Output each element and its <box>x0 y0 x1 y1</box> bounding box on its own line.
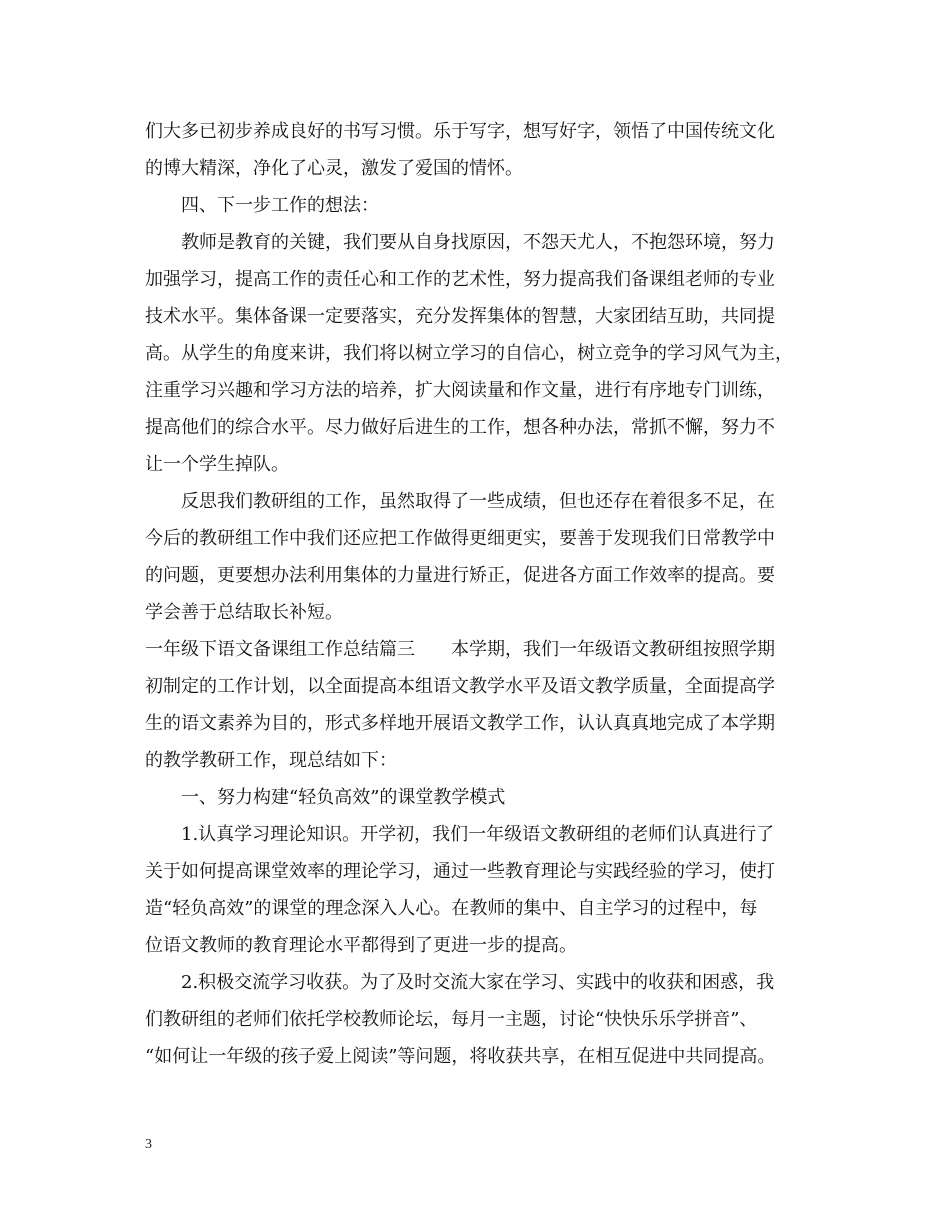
page-number: 3 <box>145 1137 152 1152</box>
text-line: 今后的教研组工作中我们还应把工作做得更细更实，要善于发现我们日常教学中 <box>145 528 775 549</box>
article-title-line: 一年级下语文备课组工作总结篇三 本学期，我们一年级语文教研组按照学期 <box>145 639 775 660</box>
text-line: 们教研组的老师们依托学校教师论坛，每月一主题，讨论“快快乐乐学拼音”、 <box>145 1009 758 1030</box>
text-line: 造“轻负高效”的课堂的理念深入人心。在教师的集中、自主学习的过程中，每 <box>145 898 758 919</box>
text-line: 注重学习兴趣和学习方法的培养，扩大阅读量和作文量，进行有序地专门训练， <box>145 380 775 401</box>
text-line: 加强学习，提高工作的责任心和工作的艺术性，努力提高我们备课组老师的专业 <box>145 269 775 290</box>
text-line: 让一个学生掉队。 <box>145 454 289 475</box>
text-line: 初制定的工作计划，以全面提高本组语文教学水平及语文教学质量，全面提高学 <box>145 676 775 697</box>
text-line: 反思我们教研组的工作，虽然取得了一些成绩，但也还存在着很多不足，在 <box>181 491 775 512</box>
text-line: 关于如何提高课堂效率的理论学习，通过一些教育理论与实践经验的学习，使打 <box>145 861 775 882</box>
text-line: 教师是教育的关键，我们要从自身找原因，不怨天尤人，不抱怨环境，努力 <box>181 232 775 253</box>
text-line: 的教学教研工作，现总结如下： <box>145 750 397 771</box>
text-line: 2.积极交流学习收获。为了及时交流大家在学习、实践中的收获和困惑，我 <box>181 972 775 993</box>
text-line: “如何让一年级的孩子爱上阅读”等问题，将收获共享，在相互促进中共同提高。 <box>145 1046 776 1067</box>
text-line: 的问题，更要想办法利用集体的力量进行矫正，促进各方面工作效率的提高。要 <box>145 565 775 586</box>
text-line: 提高他们的综合水平。尽力做好后进生的工作，想各种办法，常抓不懈，努力不 <box>145 417 775 438</box>
text-line: 高。从学生的角度来讲，我们将以树立学习的自信心，树立竞争的学习风气为主， <box>145 343 793 364</box>
text-line: 位语文教师的教育理论水平都得到了更进一步的提高。 <box>145 935 577 956</box>
section-heading: 一、努力构建“轻负高效”的课堂教学模式 <box>181 787 506 808</box>
text-line: 学会善于总结取长补短。 <box>145 602 343 623</box>
text-line: 生的语文素养为目的，形式多样地开展语文教学工作，认认真真地完成了本学期 <box>145 713 775 734</box>
text-line: 技术水平。集体备课一定要落实，充分发挥集体的智慧，大家团结互助，共同提 <box>145 306 775 327</box>
section-heading: 四、下一步工作的想法： <box>181 195 379 216</box>
text-line: 1.认真学习理论知识。开学初，我们一年级语文教研组的老师们认真进行了 <box>181 824 775 845</box>
text-line: 的博大精深，净化了心灵，激发了爱国的情怀。 <box>145 158 523 179</box>
text-line: 们大多已初步养成良好的书写习惯。乐于写字，想写好字，领悟了中国传统文化 <box>145 121 775 142</box>
